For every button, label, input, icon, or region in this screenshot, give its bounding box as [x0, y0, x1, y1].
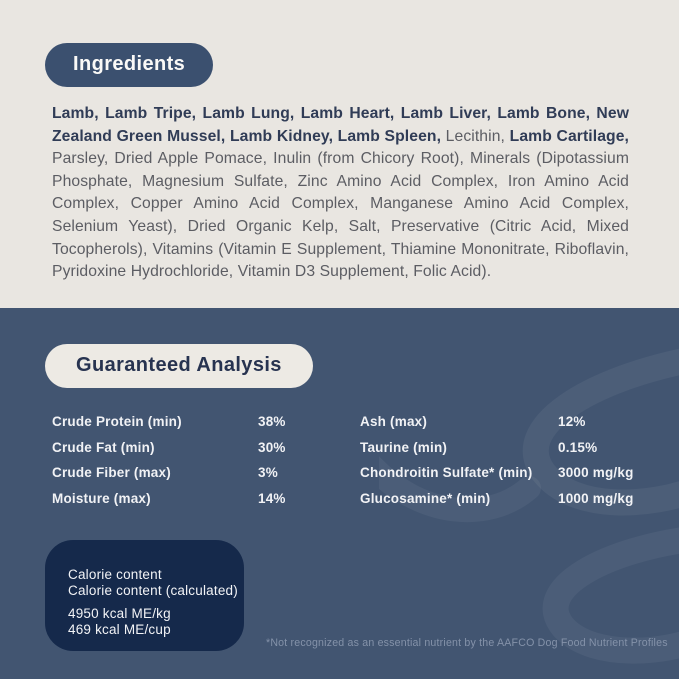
- nutrient-value: 3%: [258, 465, 278, 481]
- calorie-kcal-per-kg: 4950 kcal ME/kg: [68, 606, 171, 621]
- table-row: [52, 486, 360, 512]
- ingredients-regular-2: Parsley, Dried Apple Pomace, Inulin (from Chicory Root), Minerals (Dipotassium Phosphate, Magnesium Sulfate, Zinc Amino Acid Complex, Iron Amino Acid Complex, Copper Amino Acid Complex, Manganese Amino Acid Complex, Selenium Yeast), Dried Organic Kelp, Salt, Preservative (Citric Acid, Mixed Tocopherols), Vitamins (Vitamin E Supplement, Thiamine Mononitrate, Riboflavin, Pyridoxine Hydrochloride, Vitamin D3 Supplement, Folic Acid).: [52, 150, 629, 281]
- ingredients-section: [0, 0, 679, 308]
- table-row: [360, 409, 634, 435]
- guaranteed-analysis-section: [0, 308, 679, 679]
- table-row: [52, 409, 360, 435]
- ingredients-secondary-bold: Lamb Cartilage,: [509, 127, 630, 145]
- nutrient-table-left-column: [52, 409, 360, 511]
- table-row: [360, 486, 634, 512]
- nutrient-table-right-column: [360, 409, 634, 511]
- ingredients-primary-bold: Lamb, Lamb Tripe, Lamb Lung, Lamb Heart, Lamb Liver, Lamb Bone, New Zealand Green Mussel, Lamb Kidney, Lamb Spleen,: [52, 105, 629, 145]
- nutrient-value: 12%: [558, 414, 586, 430]
- calorie-title-line-1: Calorie content: [68, 567, 162, 582]
- table-row: [360, 435, 634, 461]
- ingredients-regular-1: Lecithin,: [441, 127, 510, 145]
- nutrient-label: Taurine (min): [360, 439, 448, 455]
- nutrient-value: 30%: [258, 439, 286, 455]
- nutrient-value: 38%: [258, 414, 286, 430]
- calorie-kcal-per-cup: 469 kcal ME/cup: [68, 621, 171, 637]
- nutrient-label: Chondroitin Sulfate* (min): [360, 465, 533, 481]
- nutrient-value: 1000 mg/kg: [558, 490, 634, 506]
- nutrient-label: Crude Fat (min): [52, 439, 155, 455]
- guaranteed-analysis-header-label: Guaranteed Analysis: [76, 354, 282, 376]
- ingredients-header-label: Ingredients: [73, 53, 186, 75]
- guaranteed-analysis-header-pill: [45, 344, 313, 388]
- nutrient-table: [52, 409, 679, 511]
- table-row: [52, 435, 360, 461]
- nutrient-label: Glucosamine* (min): [360, 490, 491, 506]
- nutrient-value: 14%: [258, 490, 286, 506]
- nutrient-value: 3000 mg/kg: [558, 465, 634, 481]
- table-row: [360, 460, 634, 486]
- table-row: [52, 460, 360, 486]
- aafco-footnote: *Not recognized as an essential nutrient by the AAFCO Dog Food Nutrient Profiles: [266, 637, 668, 649]
- ingredients-header-pill: [45, 43, 213, 87]
- nutrient-label: Crude Protein (min): [52, 414, 182, 430]
- nutrient-label: Ash (max): [360, 414, 428, 430]
- nutrient-label: Crude Fiber (max): [52, 465, 171, 481]
- nutrient-value: 0.15%: [558, 439, 598, 455]
- nutrient-label: Moisture (max): [52, 490, 151, 506]
- ingredients-paragraph: [52, 103, 629, 284]
- calorie-title-line-2: Calorie content (calculated): [68, 582, 238, 598]
- calorie-content-box: [45, 540, 244, 651]
